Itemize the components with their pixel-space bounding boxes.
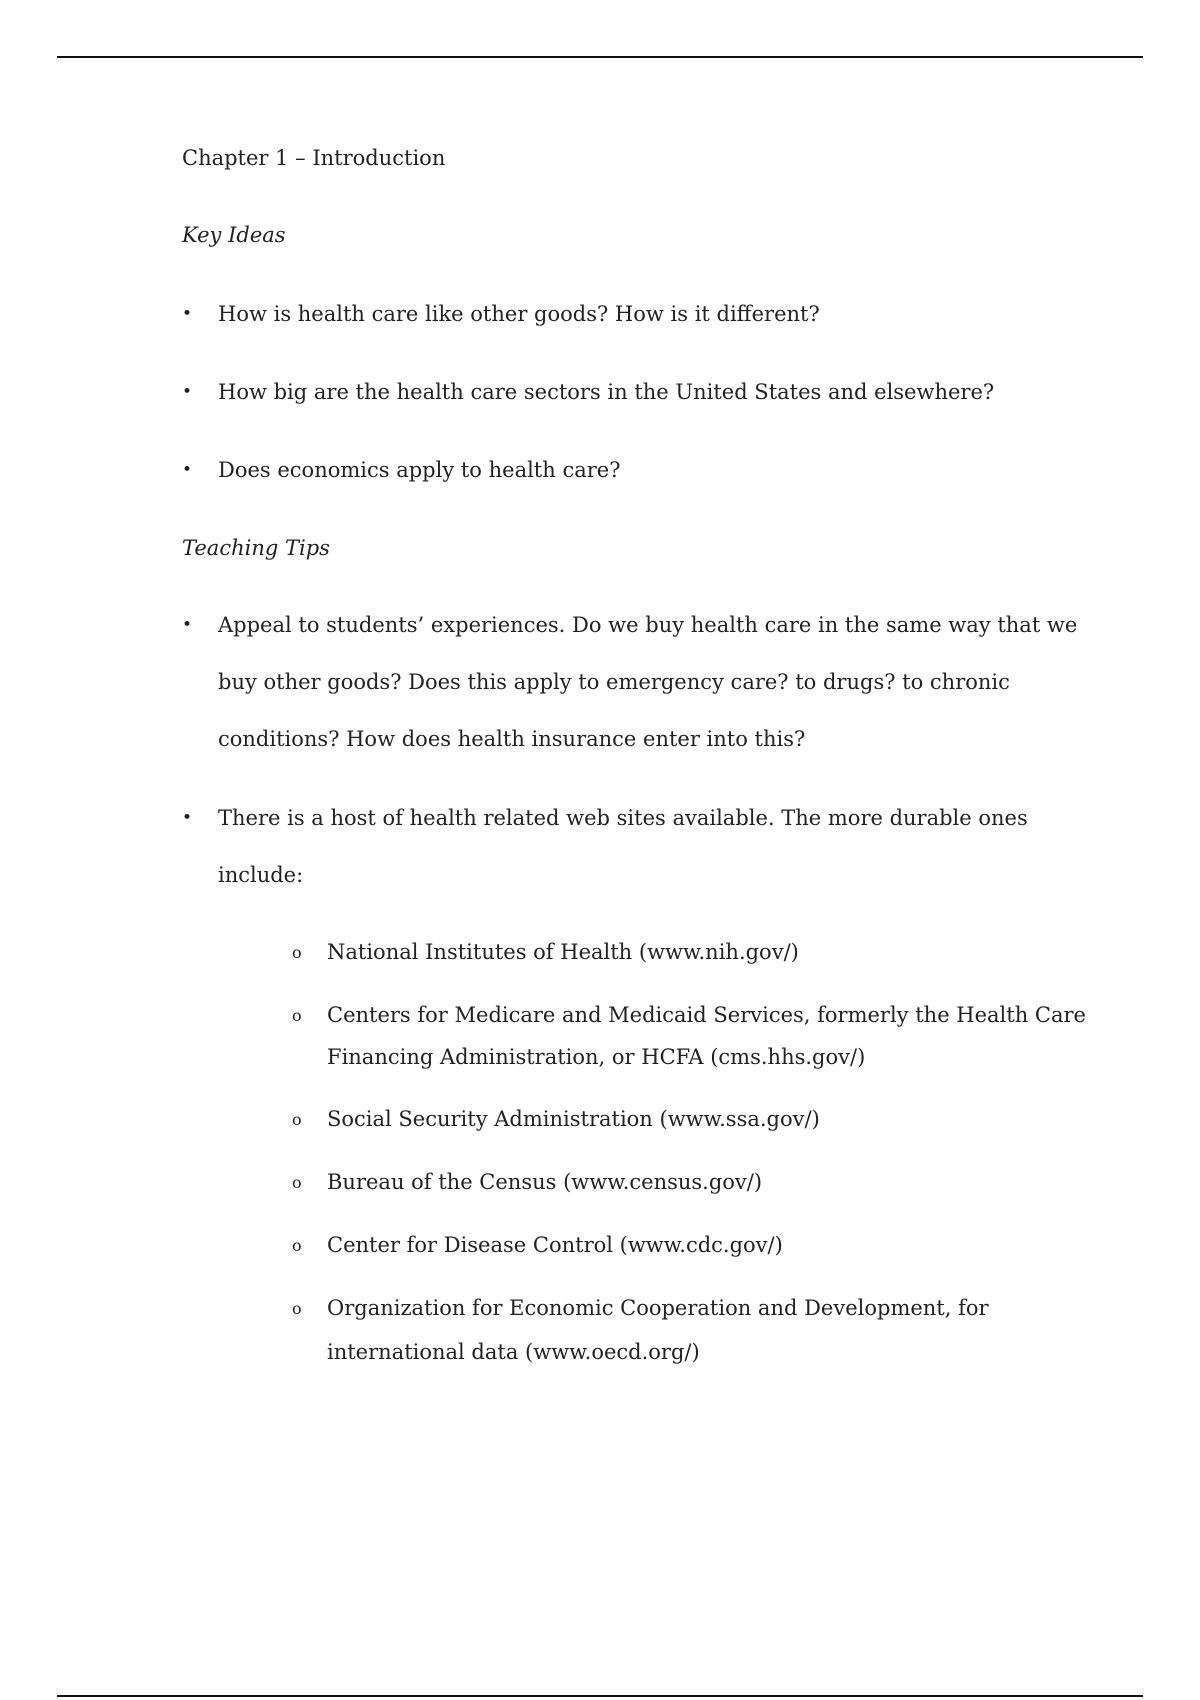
website-line: Center for Disease Control (www.cdc.gov/) <box>327 1233 783 1257</box>
bullet-icon: • <box>182 460 193 480</box>
bullet-icon: • <box>182 615 193 635</box>
bullet-icon: • <box>182 808 193 828</box>
circle-bullet-icon: o <box>292 1173 302 1192</box>
list-item-text: How big are the health care sectors in the United States and elsewhere? <box>218 380 995 404</box>
tip-line: There is a host of health related web sites available. The more durable ones <box>218 806 1028 830</box>
list-item-text: Does economics apply to health care? <box>218 458 621 482</box>
website-line: Financing Administration, or HCFA (cms.hhs.gov/) <box>327 1045 866 1069</box>
circle-bullet-icon: o <box>292 1236 302 1255</box>
website-line: Bureau of the Census (www.census.gov/) <box>327 1170 763 1194</box>
chapter-title: Chapter 1 – Introduction <box>182 146 446 170</box>
tip-line: Appeal to students’ experiences. Do we buy health care in the same way that we <box>218 613 1078 637</box>
top-rule <box>57 56 1143 58</box>
key-ideas-heading: Key Ideas <box>182 223 286 247</box>
bullet-icon: • <box>182 304 193 324</box>
circle-bullet-icon: o <box>292 1006 302 1025</box>
website-line: international data (www.oecd.org/) <box>327 1340 700 1364</box>
circle-bullet-icon: o <box>292 1299 302 1318</box>
website-line: Social Security Administration (www.ssa.gov/) <box>327 1107 820 1131</box>
tip-line: buy other goods? Does this apply to emergency care? to drugs? to chronic <box>218 670 1010 694</box>
bottom-rule <box>57 1695 1143 1697</box>
website-line: Organization for Economic Cooperation and Development, for <box>327 1296 989 1320</box>
tip-line: conditions? How does health insurance enter into this? <box>218 727 806 751</box>
teaching-tips-heading: Teaching Tips <box>182 536 330 560</box>
circle-bullet-icon: o <box>292 943 302 962</box>
tip-line: include: <box>218 863 304 887</box>
circle-bullet-icon: o <box>292 1110 302 1129</box>
bullet-icon: • <box>182 382 193 402</box>
website-line: National Institutes of Health (www.nih.gov/) <box>327 940 799 964</box>
list-item-text: How is health care like other goods? How is it different? <box>218 302 820 326</box>
website-line: Centers for Medicare and Medicaid Services, formerly the Health Care <box>327 1003 1086 1027</box>
